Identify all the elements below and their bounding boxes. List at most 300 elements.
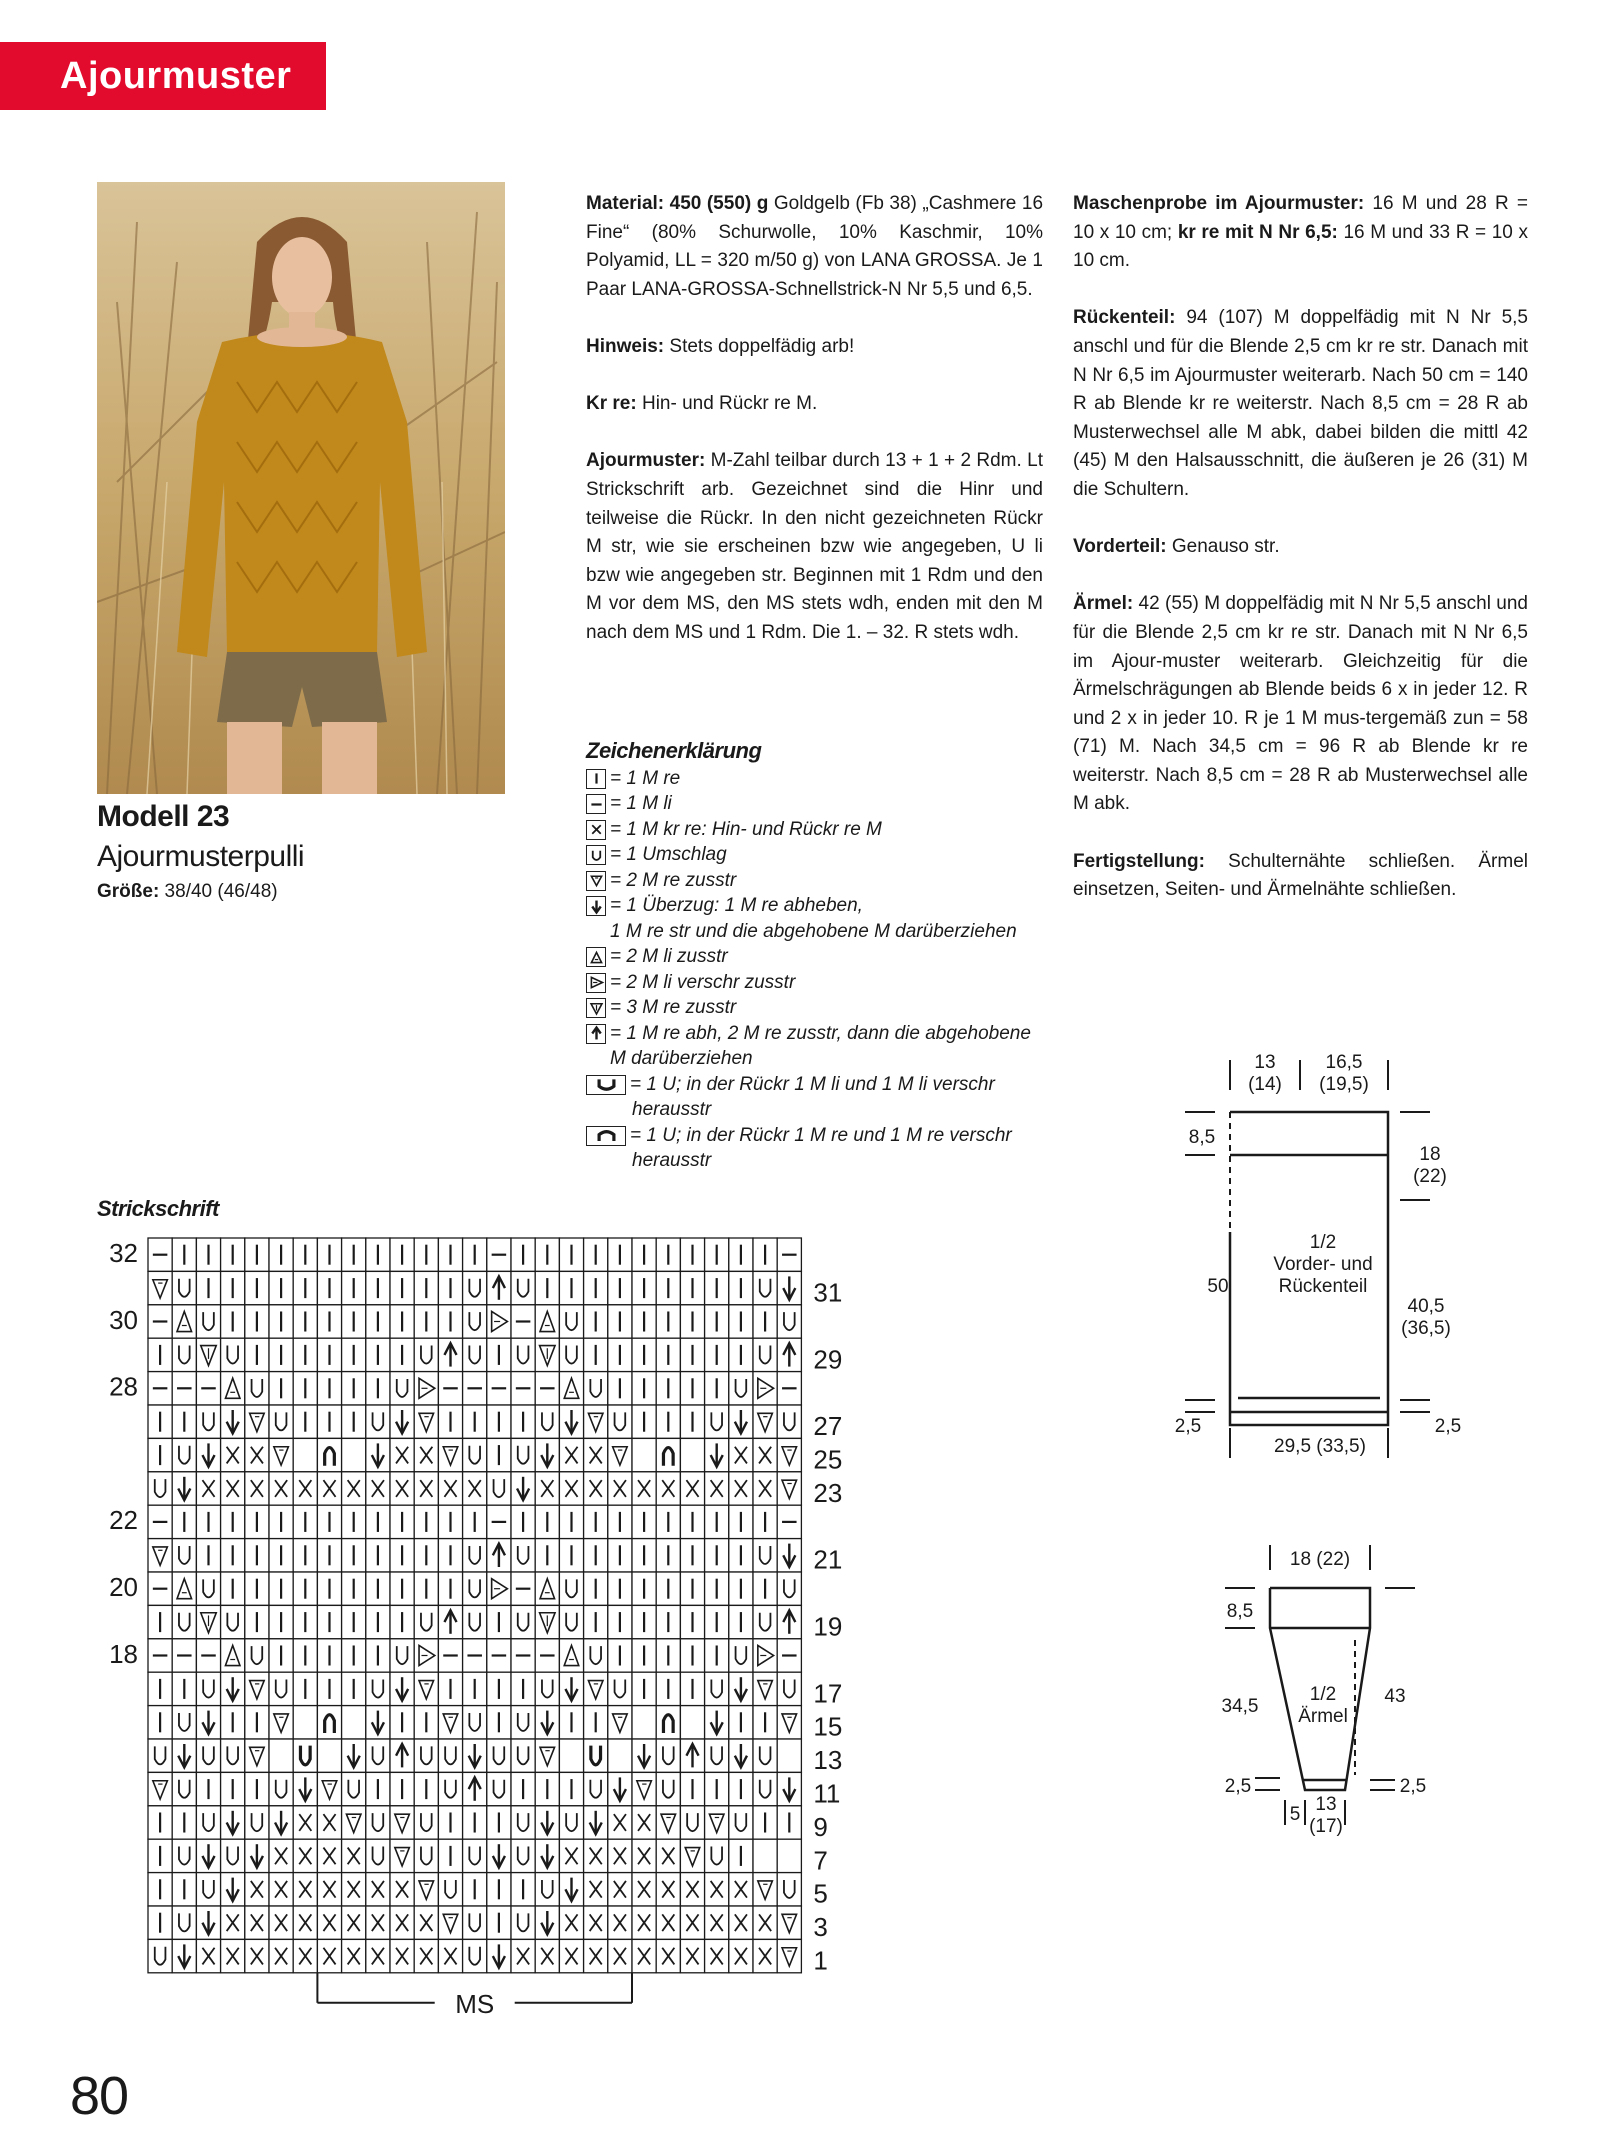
chart-cell [438, 1372, 462, 1405]
chart-cell [535, 1405, 559, 1438]
chart-cell [172, 1839, 196, 1872]
chart-cell [511, 1238, 535, 1271]
chart-cell [172, 1605, 196, 1638]
chart-cell [221, 1505, 245, 1538]
chart-cell [148, 1539, 172, 1572]
chart-cell [317, 1271, 341, 1304]
chart-cell [535, 1572, 559, 1605]
chart-cell [705, 1271, 729, 1304]
chart-cell [729, 1706, 753, 1739]
chart-cell [753, 1839, 777, 1872]
legend-symbol-u [586, 845, 606, 865]
chart-cell [245, 1472, 269, 1505]
chart-cell [680, 1939, 704, 1972]
chart-cell [777, 1605, 801, 1638]
chart-cell [172, 1539, 196, 1572]
chart-cell [584, 1305, 608, 1338]
chart-cell [487, 1372, 511, 1405]
chart-cell [729, 1906, 753, 1939]
chart-cell [463, 1839, 487, 1872]
chart-cell [342, 1505, 366, 1538]
chart-cell [269, 1505, 293, 1538]
chart-row-label-right: 29 [813, 1344, 843, 1375]
chart-cell [317, 1706, 341, 1739]
chart-cell [777, 1873, 801, 1906]
chart-cell [511, 1839, 535, 1872]
chart-cell [705, 1438, 729, 1471]
chart-cell [172, 1672, 196, 1705]
chart-cell [293, 1906, 317, 1939]
chart-cell [269, 1706, 293, 1739]
chart-cell [680, 1438, 704, 1471]
chart-cell [656, 1839, 680, 1872]
legend-text: = 1 M kr re: Hin- und Rückr re M [610, 818, 882, 840]
legend-text-cont: herausstr [632, 1150, 712, 1171]
chart-cell [438, 1605, 462, 1638]
chart-cell [753, 1739, 777, 1772]
legend-symbol-uwide [586, 1075, 626, 1095]
chart-cell [221, 1572, 245, 1605]
chart-cell [293, 1472, 317, 1505]
krre-text: Hin- und Rückr re M. [636, 393, 818, 415]
sleeve-bottom-b2: (17) [1309, 1816, 1343, 1837]
chart-cell [293, 1372, 317, 1405]
chart-cell [317, 1873, 341, 1906]
chart-cell [342, 1806, 366, 1839]
chart-cell [632, 1271, 656, 1304]
chart-cell [366, 1806, 390, 1839]
chart-cell [438, 1672, 462, 1705]
chart-cell [705, 1873, 729, 1906]
chart-cell [535, 1939, 559, 1972]
chart-cell [584, 1772, 608, 1805]
chart-cell [317, 1539, 341, 1572]
legend-symbol-glyph [588, 1076, 625, 1093]
chart-cell [656, 1706, 680, 1739]
chart-cell [390, 1572, 414, 1605]
chart-cell [729, 1338, 753, 1371]
chart-cell [487, 1405, 511, 1438]
chart-cell [656, 1238, 680, 1271]
chart-row-label-right: 15 [813, 1711, 843, 1742]
model-size [97, 881, 278, 903]
chart-cell [366, 1539, 390, 1572]
chart-cell [463, 1572, 487, 1605]
chart-cell [632, 1873, 656, 1906]
chart-cell [535, 1539, 559, 1572]
chart-cell [608, 1438, 632, 1471]
chart-cell [608, 1472, 632, 1505]
chart-cell [632, 1739, 656, 1772]
chart-cell [172, 1772, 196, 1805]
chart-cell [196, 1305, 220, 1338]
chart-cell [511, 1739, 535, 1772]
legend-text: = 3 M re zusstr [610, 997, 737, 1018]
chart-cell [293, 1438, 317, 1471]
chart-cell [535, 1505, 559, 1538]
chart-cell [221, 1438, 245, 1471]
legend-text: = 1 M re [610, 767, 681, 789]
chart-cell [366, 1939, 390, 1972]
ajour-paragraph [586, 447, 1043, 647]
chart-cell [366, 1338, 390, 1371]
chart-cell [487, 1572, 511, 1605]
chart-cell [438, 1639, 462, 1672]
chart-cell [753, 1772, 777, 1805]
chart-cell [196, 1739, 220, 1772]
chart-cell [463, 1539, 487, 1572]
legend-symbol-glyph [588, 872, 605, 889]
chart-cell [342, 1238, 366, 1271]
chart-cell [511, 1873, 535, 1906]
chart-cell [559, 1305, 583, 1338]
chart-cell [245, 1539, 269, 1572]
chart-cell [608, 1939, 632, 1972]
chart-cell [608, 1839, 632, 1872]
chart-cell [777, 1806, 801, 1839]
chart-cell [390, 1906, 414, 1939]
chart-cell [366, 1405, 390, 1438]
chart-cell [196, 1405, 220, 1438]
chart-cell [559, 1338, 583, 1371]
chart-cell [414, 1539, 438, 1572]
chart-cell [221, 1639, 245, 1672]
chart-cell [511, 1605, 535, 1638]
chart-cell [511, 1405, 535, 1438]
chart-cell [366, 1438, 390, 1471]
chart-cell [172, 1472, 196, 1505]
chart-cell [705, 1338, 729, 1371]
legend-text: = 2 M li verschr zusstr [610, 971, 796, 993]
chart-cell [584, 1706, 608, 1739]
chart-cell [656, 1405, 680, 1438]
chart-cell [584, 1438, 608, 1471]
chart-cell [438, 1305, 462, 1338]
legend-item [586, 893, 1056, 919]
chart-cell [196, 1706, 220, 1739]
chart-cell [245, 1639, 269, 1672]
chart-cell [753, 1372, 777, 1405]
chart-cell [148, 1472, 172, 1505]
chart-cell [390, 1806, 414, 1839]
hinweis-text: Stets doppelfädig arb! [664, 335, 855, 357]
chart-cell [487, 1539, 511, 1572]
chart-cell [656, 1539, 680, 1572]
sleeve-left-mid: 34,5 [1221, 1696, 1259, 1717]
chart-cell [559, 1772, 583, 1805]
chart-cell [269, 1839, 293, 1872]
chart-cell [245, 1939, 269, 1972]
chart-cell [148, 1806, 172, 1839]
chart-cell [729, 1772, 753, 1805]
chart-cell [366, 1706, 390, 1739]
chart-row-label-right: 27 [813, 1411, 843, 1442]
legend-symbol-k2 [586, 871, 606, 891]
chart-cell [414, 1572, 438, 1605]
chart-cell [366, 1372, 390, 1405]
chart-cell [414, 1873, 438, 1906]
chart-cell [680, 1405, 704, 1438]
chart-cell [221, 1539, 245, 1572]
chart-cell [487, 1906, 511, 1939]
rueckenteil-text: 94 (107) M doppelfädig mit N Nr 5,5 anschl und für die Blende 2,5 cm kr re str. Danach mit N Nr 6,5 im Ajourmuster weiterarb. Nach 50 cm = 140 R ab Blende kr re weiterstr. Nach 8,5 cm = 28 R ab Musterwechsel alle M abk, dabei bilden die mittl 42 (45) M den Halsausschnitt, die äußeren je 26 (31) M die Schultern. [1073, 307, 1528, 500]
chart-row-label-right: 3 [813, 1912, 828, 1943]
chart-cell [221, 1372, 245, 1405]
sleeve-bottom-a: 5 [1289, 1804, 1301, 1825]
chart-cell [487, 1472, 511, 1505]
chart-cell [414, 1939, 438, 1972]
chart-cell [148, 1873, 172, 1906]
legend-item [586, 944, 1056, 970]
chart-cell [680, 1873, 704, 1906]
chart-cell [148, 1572, 172, 1605]
chart-cell [317, 1839, 341, 1872]
chart-cell [705, 1939, 729, 1972]
chart-cell [705, 1739, 729, 1772]
chart-cell [196, 1639, 220, 1672]
chart-cell [656, 1739, 680, 1772]
chart-cell [511, 1806, 535, 1839]
chart-cell [487, 1739, 511, 1772]
chart-cell [221, 1605, 245, 1638]
chart-cell [269, 1939, 293, 1972]
chart-cell [317, 1305, 341, 1338]
material-paragraph [586, 190, 1043, 304]
chart-row-label-left: 30 [109, 1304, 138, 1335]
chart-cell [342, 1739, 366, 1772]
chart-cell [463, 1238, 487, 1271]
legend-symbol-glyph [588, 949, 605, 966]
krre-paragraph [586, 390, 1043, 419]
chart-row-label-right: 21 [813, 1544, 843, 1575]
chart-cell [632, 1639, 656, 1672]
chart-cell [269, 1539, 293, 1572]
chart-cell [269, 1305, 293, 1338]
section-title: Ajourmuster [60, 55, 292, 97]
body-top-b: 16,5 [1325, 1052, 1363, 1073]
chart-cell [463, 1739, 487, 1772]
chart-cell [221, 1939, 245, 1972]
chart-cell [293, 1338, 317, 1371]
chart-cell [221, 1338, 245, 1371]
chart-cell [777, 1271, 801, 1304]
chart-cell [317, 1739, 341, 1772]
chart-cell [535, 1672, 559, 1705]
chart-cell [221, 1305, 245, 1338]
chart-cell [438, 1505, 462, 1538]
chart-cell [366, 1305, 390, 1338]
chart-cell [511, 1706, 535, 1739]
chart-cell [317, 1772, 341, 1805]
chart-cell [317, 1405, 341, 1438]
chart-cell [608, 1672, 632, 1705]
chart-cell [511, 1672, 535, 1705]
chart-cell [317, 1438, 341, 1471]
chart-cell [584, 1572, 608, 1605]
legend-symbol-glyph [588, 796, 605, 813]
chart-cell [729, 1739, 753, 1772]
chart-cell [511, 1305, 535, 1338]
chart-cell [559, 1806, 583, 1839]
chart-cell [463, 1305, 487, 1338]
sleeve-left-top: 8,5 [1226, 1601, 1254, 1622]
chart-cell [414, 1772, 438, 1805]
chart-cell [632, 1605, 656, 1638]
chart-cell [705, 1672, 729, 1705]
hinweis-label: Hinweis: [586, 335, 665, 357]
chart-cell [463, 1873, 487, 1906]
chart-cell [487, 1305, 511, 1338]
chart-cell [438, 1539, 462, 1572]
chart-cell [608, 1271, 632, 1304]
chart-cell [632, 1338, 656, 1371]
chart-cell [535, 1873, 559, 1906]
chart-cell [753, 1873, 777, 1906]
chart-cell [414, 1338, 438, 1371]
chart-cell [293, 1405, 317, 1438]
chart-cell [680, 1572, 704, 1605]
legend-symbol-x [586, 820, 606, 840]
chart-cell [535, 1772, 559, 1805]
chart-cell [608, 1338, 632, 1371]
chart-cell [753, 1271, 777, 1304]
chart-cell [172, 1338, 196, 1371]
chart-cell [342, 1605, 366, 1638]
chart-cell [487, 1639, 511, 1672]
chart-cell [245, 1739, 269, 1772]
chart-cell [705, 1238, 729, 1271]
chart-cell [172, 1639, 196, 1672]
chart-cell [414, 1405, 438, 1438]
legend-item [586, 817, 1056, 843]
chart-cell [414, 1839, 438, 1872]
chart-cell [487, 1806, 511, 1839]
chart-cell [511, 1906, 535, 1939]
chart-cell [269, 1873, 293, 1906]
legend-symbol-ueb [586, 896, 606, 916]
chart-cell [729, 1271, 753, 1304]
chart-cell [293, 1305, 317, 1338]
maschenprobe-paragraph [1073, 190, 1528, 276]
chart-cell [172, 1939, 196, 1972]
chart-title: Strickschrift [97, 1196, 219, 1221]
chart-cell [438, 1238, 462, 1271]
chart-cell [172, 1505, 196, 1538]
chart-cell [463, 1672, 487, 1705]
chart-cell [777, 1505, 801, 1538]
chart-cell [632, 1539, 656, 1572]
legend-text: = 1 M re abh, 2 M re zusstr, dann die abgehobene [610, 1022, 1031, 1044]
chart-cell [148, 1906, 172, 1939]
chart-cell [172, 1405, 196, 1438]
chart-cell [584, 1839, 608, 1872]
legend-item [586, 766, 1056, 792]
chart-cell [559, 1572, 583, 1605]
chart-cell [584, 1505, 608, 1538]
chart-cell [293, 1672, 317, 1705]
chart-cell [390, 1238, 414, 1271]
chart-cell [245, 1405, 269, 1438]
chart-cell [487, 1238, 511, 1271]
chart-cell [390, 1939, 414, 1972]
chart-cell [656, 1305, 680, 1338]
legend-symbol-glyph [588, 1025, 605, 1042]
chart-cell [438, 1271, 462, 1304]
chart-cell [753, 1305, 777, 1338]
chart-cell [680, 1472, 704, 1505]
chart-cell [342, 1338, 366, 1371]
chart-cell [148, 1839, 172, 1872]
chart-cell [680, 1906, 704, 1939]
sleeve-center1: 1/2 [1309, 1684, 1337, 1705]
chart-cell [463, 1438, 487, 1471]
chart-cell [414, 1372, 438, 1405]
chart-cell [487, 1271, 511, 1304]
legend-symbol-dd [586, 1024, 606, 1044]
chart-row-label-right: 31 [813, 1277, 843, 1308]
chart-cell [269, 1238, 293, 1271]
chart-cell [366, 1238, 390, 1271]
maschenprobe-text1: 16 M und 28 R = 10 x 10 cm; [1073, 193, 1528, 243]
chart-cell [438, 1906, 462, 1939]
chart-cell [317, 1605, 341, 1638]
chart-cell [390, 1305, 414, 1338]
chart-cell [342, 1873, 366, 1906]
chart-cell [245, 1906, 269, 1939]
chart-cell [511, 1271, 535, 1304]
chart-cell [584, 1539, 608, 1572]
chart-cell [680, 1505, 704, 1538]
chart-cell [559, 1906, 583, 1939]
chart-cell [535, 1639, 559, 1672]
legend-symbol-k3 [586, 998, 606, 1018]
chart-cell [342, 1405, 366, 1438]
chart-cell [196, 1906, 220, 1939]
chart-cell [680, 1639, 704, 1672]
chart-cell [487, 1772, 511, 1805]
model-name: Ajourmusterpulli [97, 840, 305, 873]
chart-cell [148, 1305, 172, 1338]
chart-cell [608, 1772, 632, 1805]
chart-cell [269, 1472, 293, 1505]
chart-row-label-right: 7 [813, 1845, 828, 1876]
chart-cell [680, 1238, 704, 1271]
chart-cell [414, 1605, 438, 1638]
chart-cell [196, 1572, 220, 1605]
chart-cell [196, 1338, 220, 1371]
chart-cell [269, 1739, 293, 1772]
chart-cell [245, 1806, 269, 1839]
legend-text: = 1 Umschlag [610, 844, 727, 865]
chart-cell [559, 1706, 583, 1739]
chart-cell [753, 1338, 777, 1371]
chart-cell [632, 1839, 656, 1872]
chart-cell [172, 1739, 196, 1772]
chart-cell [777, 1706, 801, 1739]
legend-symbol-nwide [586, 1126, 626, 1146]
legend-symbol-li [586, 794, 606, 814]
schematics [1130, 1040, 1510, 1870]
chart-cell [559, 1238, 583, 1271]
maschenprobe-text2: 16 M und 33 R = 10 x 10 cm. [1073, 221, 1528, 272]
chart-cell [317, 1639, 341, 1672]
chart-cell [414, 1305, 438, 1338]
material-amount: 450 (550) g [664, 193, 769, 214]
chart-cell [221, 1806, 245, 1839]
chart-cell [390, 1372, 414, 1405]
chart-cell [487, 1438, 511, 1471]
chart-cell [414, 1806, 438, 1839]
